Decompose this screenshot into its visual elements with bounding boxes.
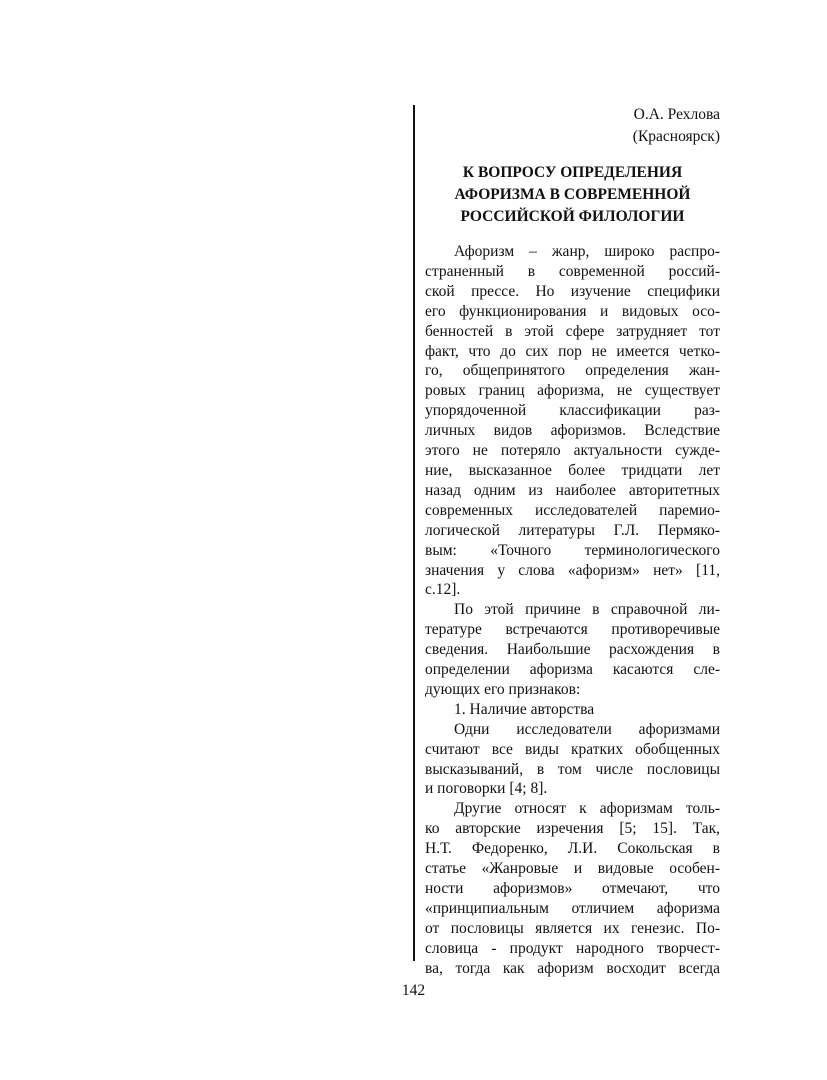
text-line: Афоризм – жанр, широко распро- — [454, 243, 720, 260]
text-line: статье «Жанровые и видовые особен- — [425, 860, 720, 878]
text-line: с.12]. — [425, 581, 461, 599]
article-column — [425, 104, 720, 979]
list-item: 1. Наличие авторства — [454, 700, 595, 718]
text-line: ности афоризмов» отмечают, что — [425, 880, 720, 897]
text-line: логической литературы Г.Л. Пермяко- — [425, 521, 720, 539]
text-line: Одни исследователи афоризмами — [454, 720, 720, 738]
text-line: страненный в современной россий- — [425, 262, 720, 280]
article-title — [425, 162, 720, 228]
text-line: тературе встречаются противоречивые — [425, 621, 720, 639]
article-body — [425, 242, 720, 979]
text-line: дующих его признаков: — [425, 680, 581, 698]
text-line: ва, тогда как афоризм восходит всегда — [425, 959, 720, 977]
text-line: бенностей в этой сфере затрудняет тот — [425, 322, 720, 340]
text-line: ровых границ афоризма, не существует — [425, 382, 720, 400]
title-line: РОССИЙСКОЙ ФИЛОЛОГИИ — [460, 208, 685, 225]
text-line: считают все виды кратких обобщенных — [425, 740, 720, 758]
text-line: его функционирования и видовых осо- — [425, 302, 720, 320]
text-line: современных исследователей паремио- — [425, 501, 720, 519]
text-line: факт, что до сих пор не имеется четко- — [425, 342, 720, 360]
title-line: АФОРИЗМА В СОВРЕМЕННОЙ — [454, 186, 691, 203]
margin-rule — [413, 105, 415, 961]
page-number: 142 — [401, 982, 426, 999]
text-line: Другие относят к афоризмам толь- — [454, 800, 720, 818]
author-name: О.А. Рехлова — [633, 106, 720, 123]
author-city: (Красноярск) — [632, 128, 720, 145]
text-line: и поговорки [4; 8]. — [425, 780, 548, 798]
text-line: ние, высказанное более тридцати лет — [425, 461, 720, 479]
text-line: личных видов афоризмов. Вследствие — [425, 422, 720, 440]
text-line: высказываний, в том числе пословицы — [425, 760, 720, 778]
text-line: назад одним из наиболее авторитетных — [425, 481, 720, 499]
text-line: от пословицы является их генезис. По- — [425, 919, 720, 937]
text-line: го, общепринятого определения жан- — [425, 362, 720, 380]
text-line: вым: «Точного терминологического — [425, 541, 720, 559]
text-line: Н.Т. Федоренко, Л.И. Сокольская в — [425, 840, 720, 858]
text-line: «принципиальным отличием афоризма — [425, 899, 720, 917]
text-line: определении афоризма касаются сле- — [425, 661, 720, 679]
text-line: упорядоченной классификации раз- — [425, 402, 720, 420]
text-line: сведения. Наибольшие расхождения в — [425, 641, 720, 659]
text-line: этого не потеряло актуальности сужде- — [425, 442, 720, 460]
text-line: словица - продукт народного творчест- — [425, 939, 720, 957]
author-block — [425, 104, 720, 148]
title-line: К ВОПРОСУ ОПРЕДЕЛЕНИЯ — [462, 164, 683, 181]
text-line: значения у слова «афоризм» нет» [11, — [425, 561, 720, 579]
text-line: По этой причине в справочной ли- — [454, 601, 720, 619]
text-line: ко авторские изречения [5; 15]. Так, — [425, 820, 720, 838]
text-line: ской прессе. Но изучение специфики — [425, 282, 720, 300]
